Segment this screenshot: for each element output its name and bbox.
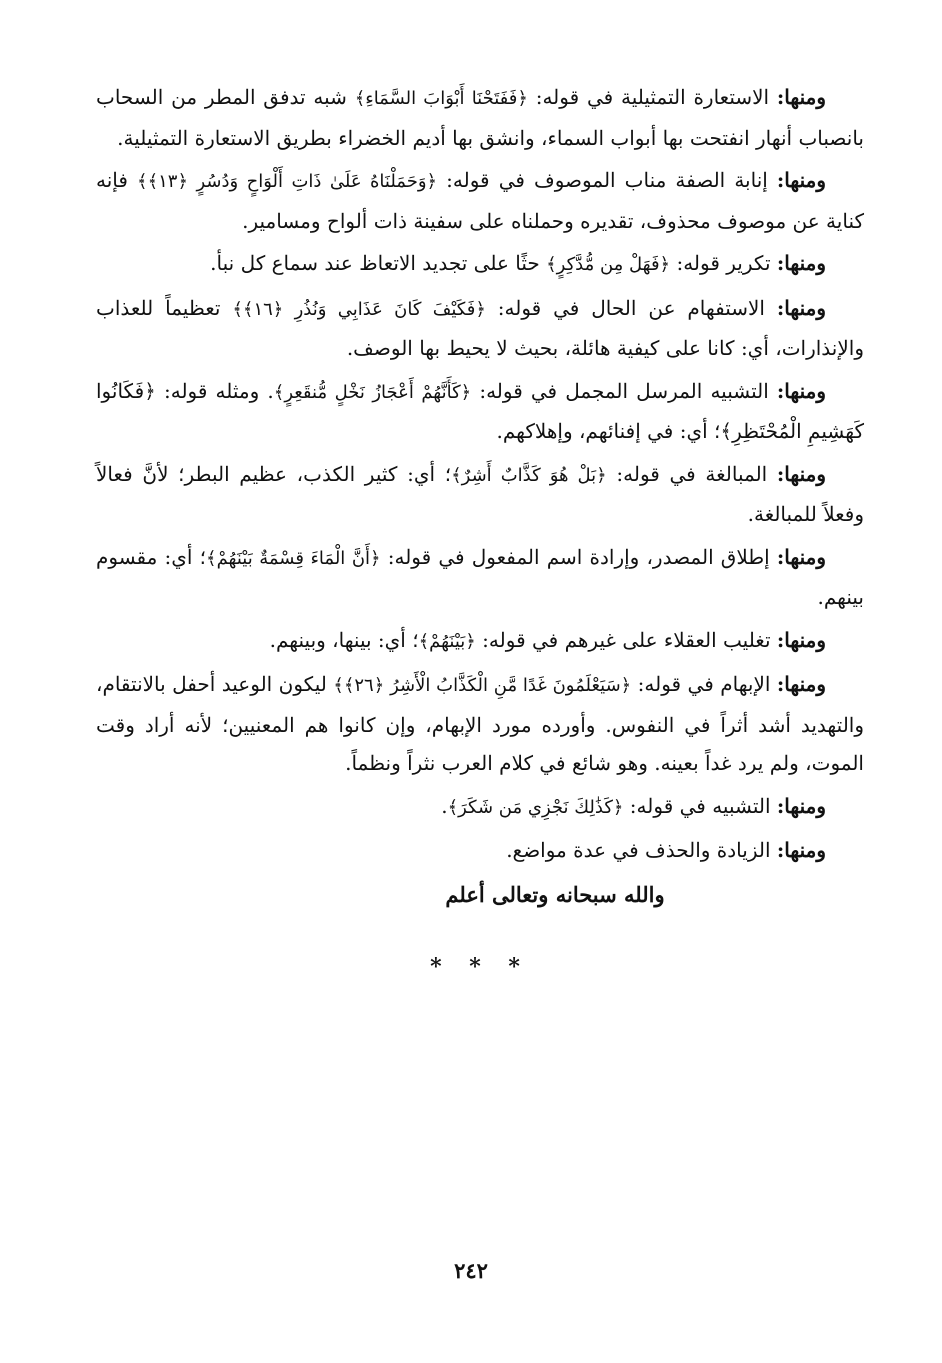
paragraph-text: التشبيه المرسل المجمل في قوله: — [471, 378, 777, 403]
page-number: ٢٤٢ — [454, 1258, 488, 1283]
quran-quote: ﴿فَكَيْفَ كَانَ عَذَابِي وَنُذُرِ ﴿١٦﴾﴾ — [232, 298, 486, 320]
paragraph-repetition — [96, 244, 864, 285]
paragraph-text: الاستفهام عن الحال في قوله: — [485, 295, 777, 320]
paragraph-text: تعظيماً للعذاب والإنذارات، أي: كانا على كيفية هائلة، بحيث لا يحيط بها الوصف. — [96, 295, 864, 360]
paragraph-text: ؛ أي: كثير الكذب، عظيم البطر؛ لأنَّ فعالاً وفعلاً للمبالغة. — [96, 461, 864, 526]
paragraph-text: فإنه كناية عن موصوف محذوف، تقديره وحملناه على سفينة ذات ألواح ومسامير. — [96, 168, 864, 233]
paragraph-lead: ومنها: — [776, 793, 826, 818]
paragraph-text: إطلاق المصدر، وإرادة اسم المفعول في قوله: — [380, 544, 777, 569]
quran-quote: ﴿بَلْ هُوَ كَذَّابٌ أَشِرٌ﴾ — [451, 464, 607, 486]
paragraph-lead: ومنها: — [776, 461, 827, 486]
closing-phrase: والله سبحانه وتعالى أعلم — [445, 881, 665, 907]
paragraph-text: ؛ أي: بينها، وبينهم. — [269, 627, 419, 652]
paragraph-lead: ومنها: — [776, 672, 826, 696]
paragraph-ambiguity — [96, 665, 864, 783]
paragraph-attribute-substitution — [96, 161, 864, 240]
quran-quote: ﴿بَيْنَهُمْ﴾ — [418, 630, 476, 652]
page-body — [96, 78, 864, 987]
paragraph-lead: ومنها: — [776, 85, 826, 109]
paragraph-text: الاستعارة التمثيلية في قوله: — [527, 85, 777, 109]
paragraph-text: ؛ أي: مقسوم بينهم. — [96, 544, 864, 609]
paragraph-simile — [96, 372, 864, 451]
paragraph-lead: ومنها: — [776, 838, 826, 862]
paragraph-text: المبالغة في قوله: — [606, 461, 777, 486]
paragraph-text: . ومثله قوله: ﴿فَكَانُوا كَهَشِيمِ الْمُحْتَظِرِ﴾؛ أي: في إفنائهم، وإهلاكهم. — [96, 378, 864, 443]
paragraph-text: تكرير قوله: — [670, 251, 777, 275]
paragraph-text: . — [441, 793, 448, 818]
quran-quote: ﴿فَفَتَحْنَا أَبْوَابَ السَّمَاءِ﴾ — [354, 88, 528, 109]
paragraph-lead: ومنها: — [776, 295, 826, 320]
paragraph-text: شبه تدفق المطر من السحاب بانصباب أنهار انفتحت بها أبواب السماء، وانشق بها أديم الخضراء بطريق الاستعارة التمثيلية. — [96, 85, 864, 150]
paragraph-interrogation — [96, 289, 864, 368]
paragraph-lead: ومنها: — [776, 544, 826, 569]
paragraph-verbal-noun — [96, 538, 864, 617]
quran-quote: ﴿فَهَلْ مِن مُّدَّكِرٍ﴾ — [546, 254, 671, 275]
paragraph-comparison — [96, 787, 864, 828]
paragraph-text: حثًا على تجديد الاتعاظ عند سماع كل نبأ. — [210, 251, 547, 275]
paragraph-lead: ومنها: — [776, 627, 826, 652]
paragraph-predominance — [96, 621, 864, 662]
paragraph-text: تغليب العقلاء على غيرهم في قوله: — [475, 627, 777, 652]
paragraph-metaphor — [96, 78, 864, 157]
paragraph-lead: ومنها: — [776, 251, 826, 275]
paragraph-text: ليكون الوعيد أحفل بالانتقام، والتهديد أشد أثراً في النفوس. وأورده مورد الإبهام، وإن كانوا هم المعنيين؛ لأنه أراد وقت الموت، ولم يرد غداً بعينه. وهو شائع في كلام العرب نثراً ونظماً. — [96, 672, 864, 775]
quran-quote: ﴿كَأَنَّهُمْ أَعْجَازُ نَخْلٍ مُّنقَعِرٍ﴾ — [273, 381, 472, 403]
paragraph-text: الزيادة والحذف في عدة مواضع. — [506, 838, 777, 862]
paragraph-lead: ومنها: — [776, 168, 827, 192]
quran-quote: ﴿وَحَمَلْنَاهُ عَلَىٰ ذَاتِ أَلْوَاحٍ وَدُسُرٍ ﴿١٣﴾﴾ — [137, 171, 438, 192]
paragraph-text: التشبيه في قوله: — [623, 793, 777, 818]
section-separator: * * * — [430, 954, 530, 980]
paragraph-addition-omission — [96, 831, 864, 870]
quran-quote: ﴿كَذَٰلِكَ نَجْزِي مَن شَكَرَ﴾ — [447, 796, 624, 818]
paragraph-lead: ومنها: — [776, 378, 826, 403]
quran-quote: ﴿سَيَعْلَمُونَ غَدًا مَّنِ الْكَذَّابُ الْأَشِرُ ﴿٢٦﴾﴾ — [333, 675, 632, 696]
paragraph-text: الإبهام في قوله: — [631, 672, 777, 696]
quran-quote: ﴿أَنَّ الْمَاءَ قِسْمَةٌ بَيْنَهُمْ﴾ — [206, 547, 381, 569]
paragraph-text: إنابة الصفة مناب الموصوف في قوله: — [437, 168, 777, 192]
paragraph-hyperbole — [96, 455, 864, 534]
